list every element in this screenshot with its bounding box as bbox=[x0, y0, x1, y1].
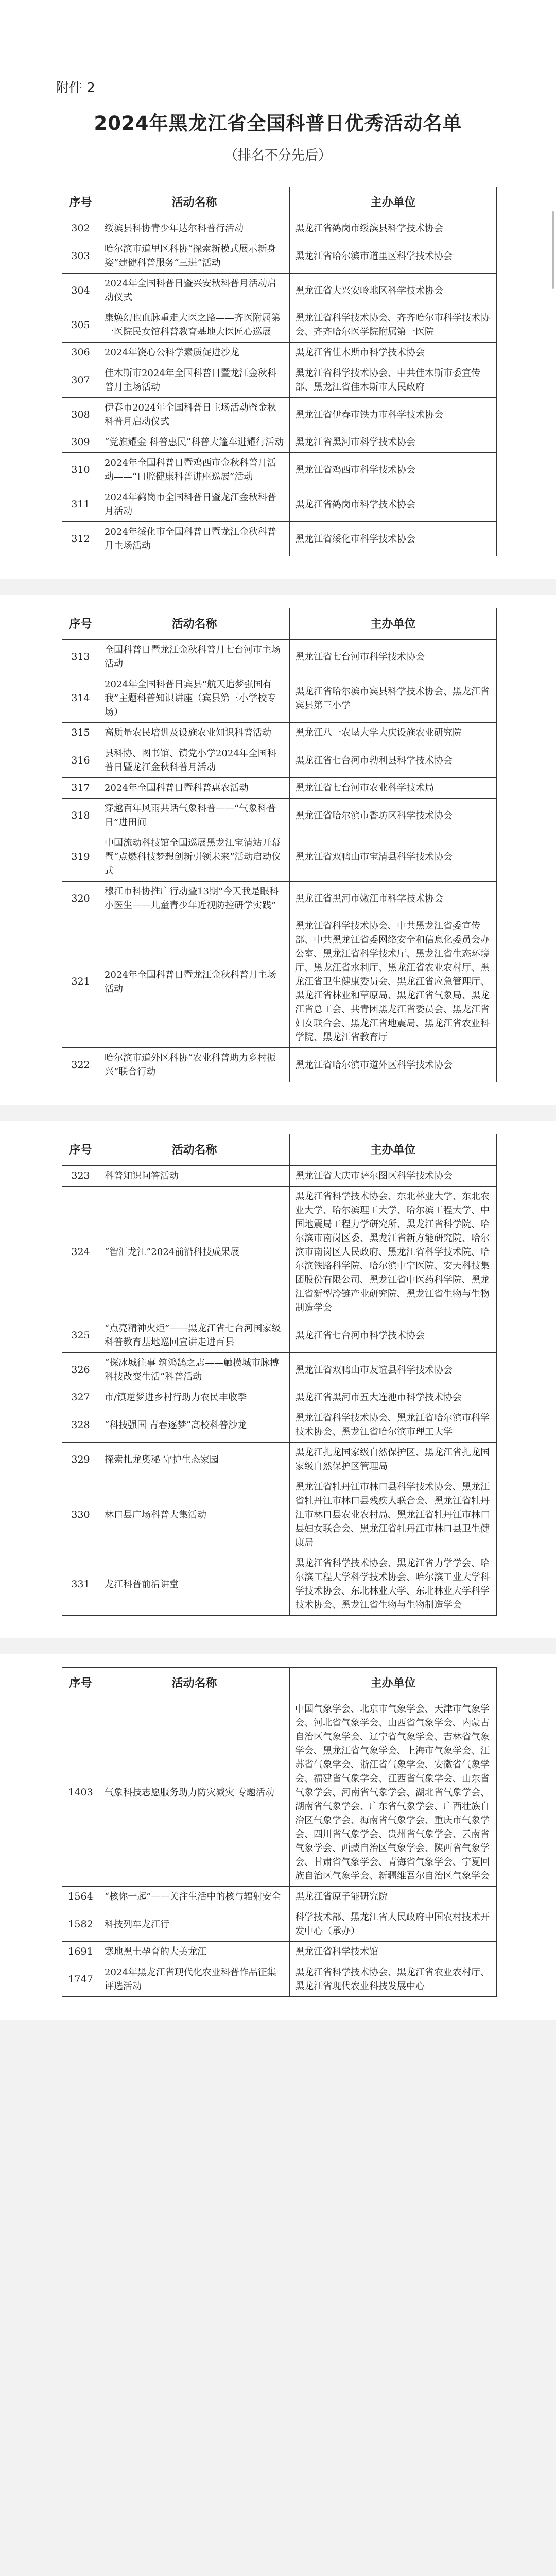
cell-organizer: 黑龙江扎龙国家级自然保护区、黑龙江省扎龙国家级自然保护区管理局 bbox=[290, 1443, 497, 1477]
table-row bbox=[62, 674, 497, 723]
table-block bbox=[0, 187, 556, 579]
table-row bbox=[62, 1553, 497, 1616]
cell-activity-name: 穿越百年风雨共话气象科普——“气象科普日”进田间 bbox=[99, 799, 290, 833]
cell-serial: 323 bbox=[62, 1166, 99, 1187]
cell-organizer: 黑龙江省鸡西市科学技术协会 bbox=[290, 453, 497, 487]
cell-activity-name: 龙江科普前沿讲堂 bbox=[99, 1553, 290, 1616]
cell-serial: 309 bbox=[62, 432, 99, 453]
cell-organizer: 黑龙江省原子能研究院 bbox=[290, 1887, 497, 1907]
table-row bbox=[62, 487, 497, 522]
cell-organizer: 黑龙江省黑河市五大连池市科学技术协会 bbox=[290, 1387, 497, 1408]
table-row bbox=[62, 453, 497, 487]
cell-serial: 306 bbox=[62, 343, 99, 363]
header-organizer: 主办单位 bbox=[290, 608, 497, 640]
cell-serial: 319 bbox=[62, 833, 99, 882]
cell-activity-name: 寒地黑土孕育的大美龙江 bbox=[99, 1942, 290, 1962]
cell-serial: 308 bbox=[62, 398, 99, 432]
cell-serial: 313 bbox=[62, 640, 99, 674]
table-row bbox=[62, 1962, 497, 1997]
cell-serial: 329 bbox=[62, 1443, 99, 1477]
table-header-row bbox=[62, 1668, 497, 1699]
table-row bbox=[62, 743, 497, 778]
cell-serial: 307 bbox=[62, 363, 99, 398]
document-header bbox=[0, 0, 556, 187]
cell-serial: 324 bbox=[62, 1187, 99, 1318]
table-header-row bbox=[62, 1134, 497, 1166]
header-serial: 序号 bbox=[62, 608, 99, 640]
header-activity-name: 活动名称 bbox=[99, 1668, 290, 1699]
cell-activity-name: 哈尔滨市道外区科协“农业科普助力乡村振兴”联合行动 bbox=[99, 1048, 290, 1082]
cell-activity-name: 探索扎龙奥秘 守护生态家园 bbox=[99, 1443, 290, 1477]
table-row bbox=[62, 723, 497, 743]
cell-activity-name: “探冰城往事 筑鸿鹄之志——触摸城市脉搏 科技改变生活”科普活动 bbox=[99, 1353, 290, 1387]
cell-activity-name: 2024年鹤岗市全国科普日暨龙江金秋科普月活动 bbox=[99, 487, 290, 522]
cell-organizer: 黑龙江省科学技术协会、黑龙江省哈尔滨市科学技术协会、黑龙江省哈尔滨市理工大学 bbox=[290, 1408, 497, 1443]
table-row bbox=[62, 343, 497, 363]
header-activity-name: 活动名称 bbox=[99, 608, 290, 640]
header-serial: 序号 bbox=[62, 1668, 99, 1699]
cell-activity-name: 科技列车龙江行 bbox=[99, 1907, 290, 1942]
table-header-row bbox=[62, 187, 497, 218]
cell-organizer: 黑龙江省双鸭山市友谊县科学技术协会 bbox=[290, 1353, 497, 1387]
table-row bbox=[62, 916, 497, 1048]
cell-organizer: 黑龙江省科学技术协会、东北林业大学、东北农业大学、哈尔滨理工大学、哈尔滨工程大学、中国地震局工程力学研究所、黑龙江省科学院、哈尔滨市南岗区委、黑龙江省新方能研究院、哈尔滨市南岗区人民政府、黑龙江省科学技术院、哈尔滨铁路科学院、哈尔滨中宁医院、安天科技集团股份有限公司、黑龙江省中医药科学院、黑龙江省新型冷链产业研究院、黑龙江省生物与生物制造学会 bbox=[290, 1187, 497, 1318]
cell-activity-name: “点亮精神火炬”——黑龙江省七台河国家级科普教育基地巡回宣讲走进百县 bbox=[99, 1318, 290, 1353]
table-row bbox=[62, 1187, 497, 1318]
cell-activity-name: 哈尔滨市道里区科协“探索新模式展示新身姿”建健科普服务“三进”活动 bbox=[99, 239, 290, 274]
table-row bbox=[62, 833, 497, 882]
cell-activity-name: 伊春市2024年全国科普日主场活动暨金秋科普月启动仪式 bbox=[99, 398, 290, 432]
annex-label: 附件 2 bbox=[56, 80, 95, 96]
table-row bbox=[62, 1318, 497, 1353]
cell-activity-name: 佳木斯市2024年全国科普日暨龙江金秋科普月主场活动 bbox=[99, 363, 290, 398]
cell-organizer: 黑龙江省科学技术协会、黑龙江省农业农村厅、黑龙江省现代农业科技发展中心 bbox=[290, 1962, 497, 1997]
cell-organizer: 黑龙江省伊春市铁力市科学技术协会 bbox=[290, 398, 497, 432]
table-block bbox=[0, 1654, 556, 2020]
cell-serial: 318 bbox=[62, 799, 99, 833]
cell-serial: 326 bbox=[62, 1353, 99, 1387]
activity-table bbox=[62, 608, 497, 1082]
cell-activity-name: 林口县广场科普大集活动 bbox=[99, 1477, 290, 1553]
cell-serial: 327 bbox=[62, 1387, 99, 1408]
cell-organizer: 黑龙江省绥化市科学技术协会 bbox=[290, 522, 497, 556]
cell-activity-name: 2024年黑龙江省现代化农业科普作品征集评选活动 bbox=[99, 1962, 290, 1997]
cell-serial: 331 bbox=[62, 1553, 99, 1616]
cell-organizer: 黑龙江省七台河市农业科学技术局 bbox=[290, 778, 497, 799]
cell-organizer: 黑龙江省大庆市萨尔图区科学技术协会 bbox=[290, 1166, 497, 1187]
cell-serial: 317 bbox=[62, 778, 99, 799]
tables-container bbox=[0, 187, 556, 2020]
document-title: 2024年黑龙江省全国科普日优秀活动名单 bbox=[94, 112, 462, 134]
header-organizer: 主办单位 bbox=[290, 187, 497, 218]
table-row bbox=[62, 1443, 497, 1477]
cell-serial: 1691 bbox=[62, 1942, 99, 1962]
table-row bbox=[62, 1387, 497, 1408]
cell-serial: 1747 bbox=[62, 1962, 99, 1997]
scrollbar[interactable] bbox=[552, 211, 554, 289]
table-row bbox=[62, 1907, 497, 1942]
table-row bbox=[62, 239, 497, 274]
cell-organizer: 黑龙江省大兴安岭地区科学技术协会 bbox=[290, 274, 497, 308]
cell-organizer: 黑龙江省哈尔滨市宾县科学技术协会、黑龙江省宾县第三小学 bbox=[290, 674, 497, 723]
header-activity-name: 活动名称 bbox=[99, 1134, 290, 1166]
table-row bbox=[62, 882, 497, 916]
cell-serial: 330 bbox=[62, 1477, 99, 1553]
table-row bbox=[62, 363, 497, 398]
cell-serial: 1564 bbox=[62, 1887, 99, 1907]
cell-activity-name: 市/镇逆梦进乡村行助力农民丰收季 bbox=[99, 1387, 290, 1408]
cell-serial: 311 bbox=[62, 487, 99, 522]
cell-activity-name: 绥滨县科协青少年达尔科普行活动 bbox=[99, 218, 290, 239]
cell-activity-name: 县科协、图书馆、镇党小学2024年全国科普日暨龙江金秋科普月活动 bbox=[99, 743, 290, 778]
cell-serial: 1403 bbox=[62, 1699, 99, 1887]
cell-organizer: 黑龙江省牡丹江市林口县科学技术协会、黑龙江省牡丹江市林口县残疾人联合会、黑龙江省牡丹江市林口县农业农村局、黑龙江省牡丹江市林口县妇女联合会、黑龙江省牡丹江市林口县卫生健康局 bbox=[290, 1477, 497, 1553]
table-row bbox=[62, 1887, 497, 1907]
cell-activity-name: “智汇龙江”2024前沿科技成果展 bbox=[99, 1187, 290, 1318]
cell-activity-name: 2024年饶心公科学素质促进沙龙 bbox=[99, 343, 290, 363]
table-block bbox=[0, 595, 556, 1105]
cell-activity-name: 气象科技志愿服务助力防灾减灾 专题活动 bbox=[99, 1699, 290, 1887]
table-row bbox=[62, 398, 497, 432]
table-row bbox=[62, 778, 497, 799]
cell-organizer: 黑龙江省七台河市勃利县科学技术协会 bbox=[290, 743, 497, 778]
cell-organizer: 黑龙江省黑河市科学技术协会 bbox=[290, 432, 497, 453]
cell-serial: 320 bbox=[62, 882, 99, 916]
cell-serial: 315 bbox=[62, 723, 99, 743]
cell-serial: 305 bbox=[62, 308, 99, 343]
cell-activity-name: 2024年全国科普日宾县“航天追梦强国有我”主题科普知识讲座（宾县第三小学校专场） bbox=[99, 674, 290, 723]
cell-activity-name: 2024年全国科普日暨鸡西市金秋科普月活动——“口腔健康科普讲座巡展”活动 bbox=[99, 453, 290, 487]
cell-activity-name: 穆江市科协推广行动暨13期“今天我是眼科小医生——儿童青少年近视防控研学实践” bbox=[99, 882, 290, 916]
cell-organizer: 黑龙江省哈尔滨市香坊区科学技术协会 bbox=[290, 799, 497, 833]
cell-organizer: 中国气象学会、北京市气象学会、天津市气象学会、河北省气象学会、山西省气象学会、内蒙古自治区气象学会、辽宁省气象学会、吉林省气象学会、黑龙江省气象学会、上海市气象学会、江苏省气象学会、浙江省气象学会、安徽省气象学会、福建省气象学会、江西省气象学会、山东省气象学会、河南省气象学会、湖北省气象学会、湖南省气象学会、广东省气象学会、广西壮族自治区气象学会、海南省气象学会、重庆市气象学会、四川省气象学会、贵州省气象学会、云南省气象学会、西藏自治区气象学会、陕西省气象学会、甘肃省气象学会、青海省气象学会、宁夏回族自治区气象学会、新疆维吾尔自治区气象学会 bbox=[290, 1699, 497, 1887]
activity-table bbox=[62, 187, 497, 556]
table-row bbox=[62, 1942, 497, 1962]
cell-organizer: 黑龙江省双鸭山市宝清县科学技术协会 bbox=[290, 833, 497, 882]
cell-activity-name: 2024年全国科普日暨兴安秋科普月活动启动仪式 bbox=[99, 274, 290, 308]
cell-organizer: 黑龙江八一农垦大学大庆设施农业研究院 bbox=[290, 723, 497, 743]
cell-serial: 304 bbox=[62, 274, 99, 308]
cell-organizer: 黑龙江省科学技术协会、中共佳木斯市委宣传部、黑龙江省佳木斯市人民政府 bbox=[290, 363, 497, 398]
cell-serial: 302 bbox=[62, 218, 99, 239]
header-serial: 序号 bbox=[62, 1134, 99, 1166]
cell-serial: 303 bbox=[62, 239, 99, 274]
cell-activity-name: “科技强国 青春逐梦”高校科普沙龙 bbox=[99, 1408, 290, 1443]
cell-organizer: 黑龙江省哈尔滨市道外区科学技术协会 bbox=[290, 1048, 497, 1082]
cell-activity-name: 全国科普日暨龙江金秋科普月七台河市主场活动 bbox=[99, 640, 290, 674]
cell-serial: 1582 bbox=[62, 1907, 99, 1942]
cell-organizer: 黑龙江省七台河市科学技术协会 bbox=[290, 640, 497, 674]
cell-serial: 321 bbox=[62, 916, 99, 1048]
cell-activity-name: 2024年全国科普日暨龙江金秋科普月主场活动 bbox=[99, 916, 290, 1048]
table-row bbox=[62, 432, 497, 453]
cell-organizer: 黑龙江省佳木斯市科学技术协会 bbox=[290, 343, 497, 363]
table-row bbox=[62, 1408, 497, 1443]
table-row bbox=[62, 522, 497, 556]
cell-organizer: 黑龙江省七台河市科学技术协会 bbox=[290, 1318, 497, 1353]
table-row bbox=[62, 799, 497, 833]
table-row bbox=[62, 1353, 497, 1387]
header-organizer: 主办单位 bbox=[290, 1668, 497, 1699]
table-row bbox=[62, 640, 497, 674]
cell-serial: 314 bbox=[62, 674, 99, 723]
table-block bbox=[0, 1121, 556, 1638]
cell-organizer: 科学技术部、黑龙江省人民政府中国农村技术开发中心（承办） bbox=[290, 1907, 497, 1942]
cell-organizer: 黑龙江省黑河市嫩江市科学技术协会 bbox=[290, 882, 497, 916]
cell-organizer: 黑龙江省鹤岗市科学技术协会 bbox=[290, 487, 497, 522]
cell-activity-name: 2024年全国科普日暨科普惠农活动 bbox=[99, 778, 290, 799]
table-header-row bbox=[62, 608, 497, 640]
cell-serial: 328 bbox=[62, 1408, 99, 1443]
cell-serial: 325 bbox=[62, 1318, 99, 1353]
header-serial: 序号 bbox=[62, 187, 99, 218]
cell-organizer: 黑龙江省科学技术馆 bbox=[290, 1942, 497, 1962]
cell-serial: 322 bbox=[62, 1048, 99, 1082]
header-activity-name: 活动名称 bbox=[99, 187, 290, 218]
cell-serial: 316 bbox=[62, 743, 99, 778]
table-row bbox=[62, 1166, 497, 1187]
table-row bbox=[62, 1477, 497, 1553]
cell-activity-name: 2024年绥化市全国科普日暨龙江金秋科普月主场活动 bbox=[99, 522, 290, 556]
header-organizer: 主办单位 bbox=[290, 1134, 497, 1166]
activity-table bbox=[62, 1667, 497, 1997]
cell-activity-name: 高质量农民培训及设施农业知识科普活动 bbox=[99, 723, 290, 743]
table-row bbox=[62, 1048, 497, 1082]
cell-activity-name: “核你一起”——关注生活中的核与辐射安全 bbox=[99, 1887, 290, 1907]
cell-organizer: 黑龙江省鹤岗市绥滨县科学技术协会 bbox=[290, 218, 497, 239]
cell-serial: 312 bbox=[62, 522, 99, 556]
activity-table bbox=[62, 1134, 497, 1616]
cell-organizer: 黑龙江省哈尔滨市道里区科学技术协会 bbox=[290, 239, 497, 274]
table-row bbox=[62, 308, 497, 343]
table-row bbox=[62, 274, 497, 308]
cell-activity-name: 科普知识问答活动 bbox=[99, 1166, 290, 1187]
cell-organizer: 黑龙江省科学技术协会、黑龙江省力学学会、哈尔滨工程大学科学技术协会、哈尔滨工业大学科学技术协会、东北林业大学、东北林业大学科学技术协会、黑龙江省生物与生物制造学会 bbox=[290, 1553, 497, 1616]
cell-activity-name: 中国流动科技馆全国巡展黑龙江宝清站开幕暨“点燃科技梦想创新引领未来”活动启动仪式 bbox=[99, 833, 290, 882]
table-row bbox=[62, 1699, 497, 1887]
cell-organizer: 黑龙江省科学技术协会、中共黑龙江省委宣传部、中共黑龙江省委网络安全和信息化委员会办公室、黑龙江省科学技术厅、黑龙江省生态环境厅、黑龙江省水利厅、黑龙江省农业农村厅、黑龙江省卫生健康委员会、黑龙江省应急管理厅、黑龙江省林业和草原局、黑龙江省气象局、黑龙江省总工会、共青团黑龙江省委员会、黑龙江省妇女联合会、黑龙江省地震局、黑龙江省农业科学院、黑龙江省教育厅 bbox=[290, 916, 497, 1048]
cell-activity-name: “党旗耀金 科普惠民”科普大篷车进耀行活动 bbox=[99, 432, 290, 453]
cell-activity-name: 康焕幻也血脉重走大医之路——齐医附属第一医院民女馆科普教育基地大医匠心巡展 bbox=[99, 308, 290, 343]
table-row bbox=[62, 218, 497, 239]
cell-organizer: 黑龙江省科学技术协会、齐齐哈尔市科学技术协会、齐齐哈尔医学院附属第一医院 bbox=[290, 308, 497, 343]
document-subtitle: （排名不分先后） bbox=[224, 148, 332, 163]
cell-serial: 310 bbox=[62, 453, 99, 487]
